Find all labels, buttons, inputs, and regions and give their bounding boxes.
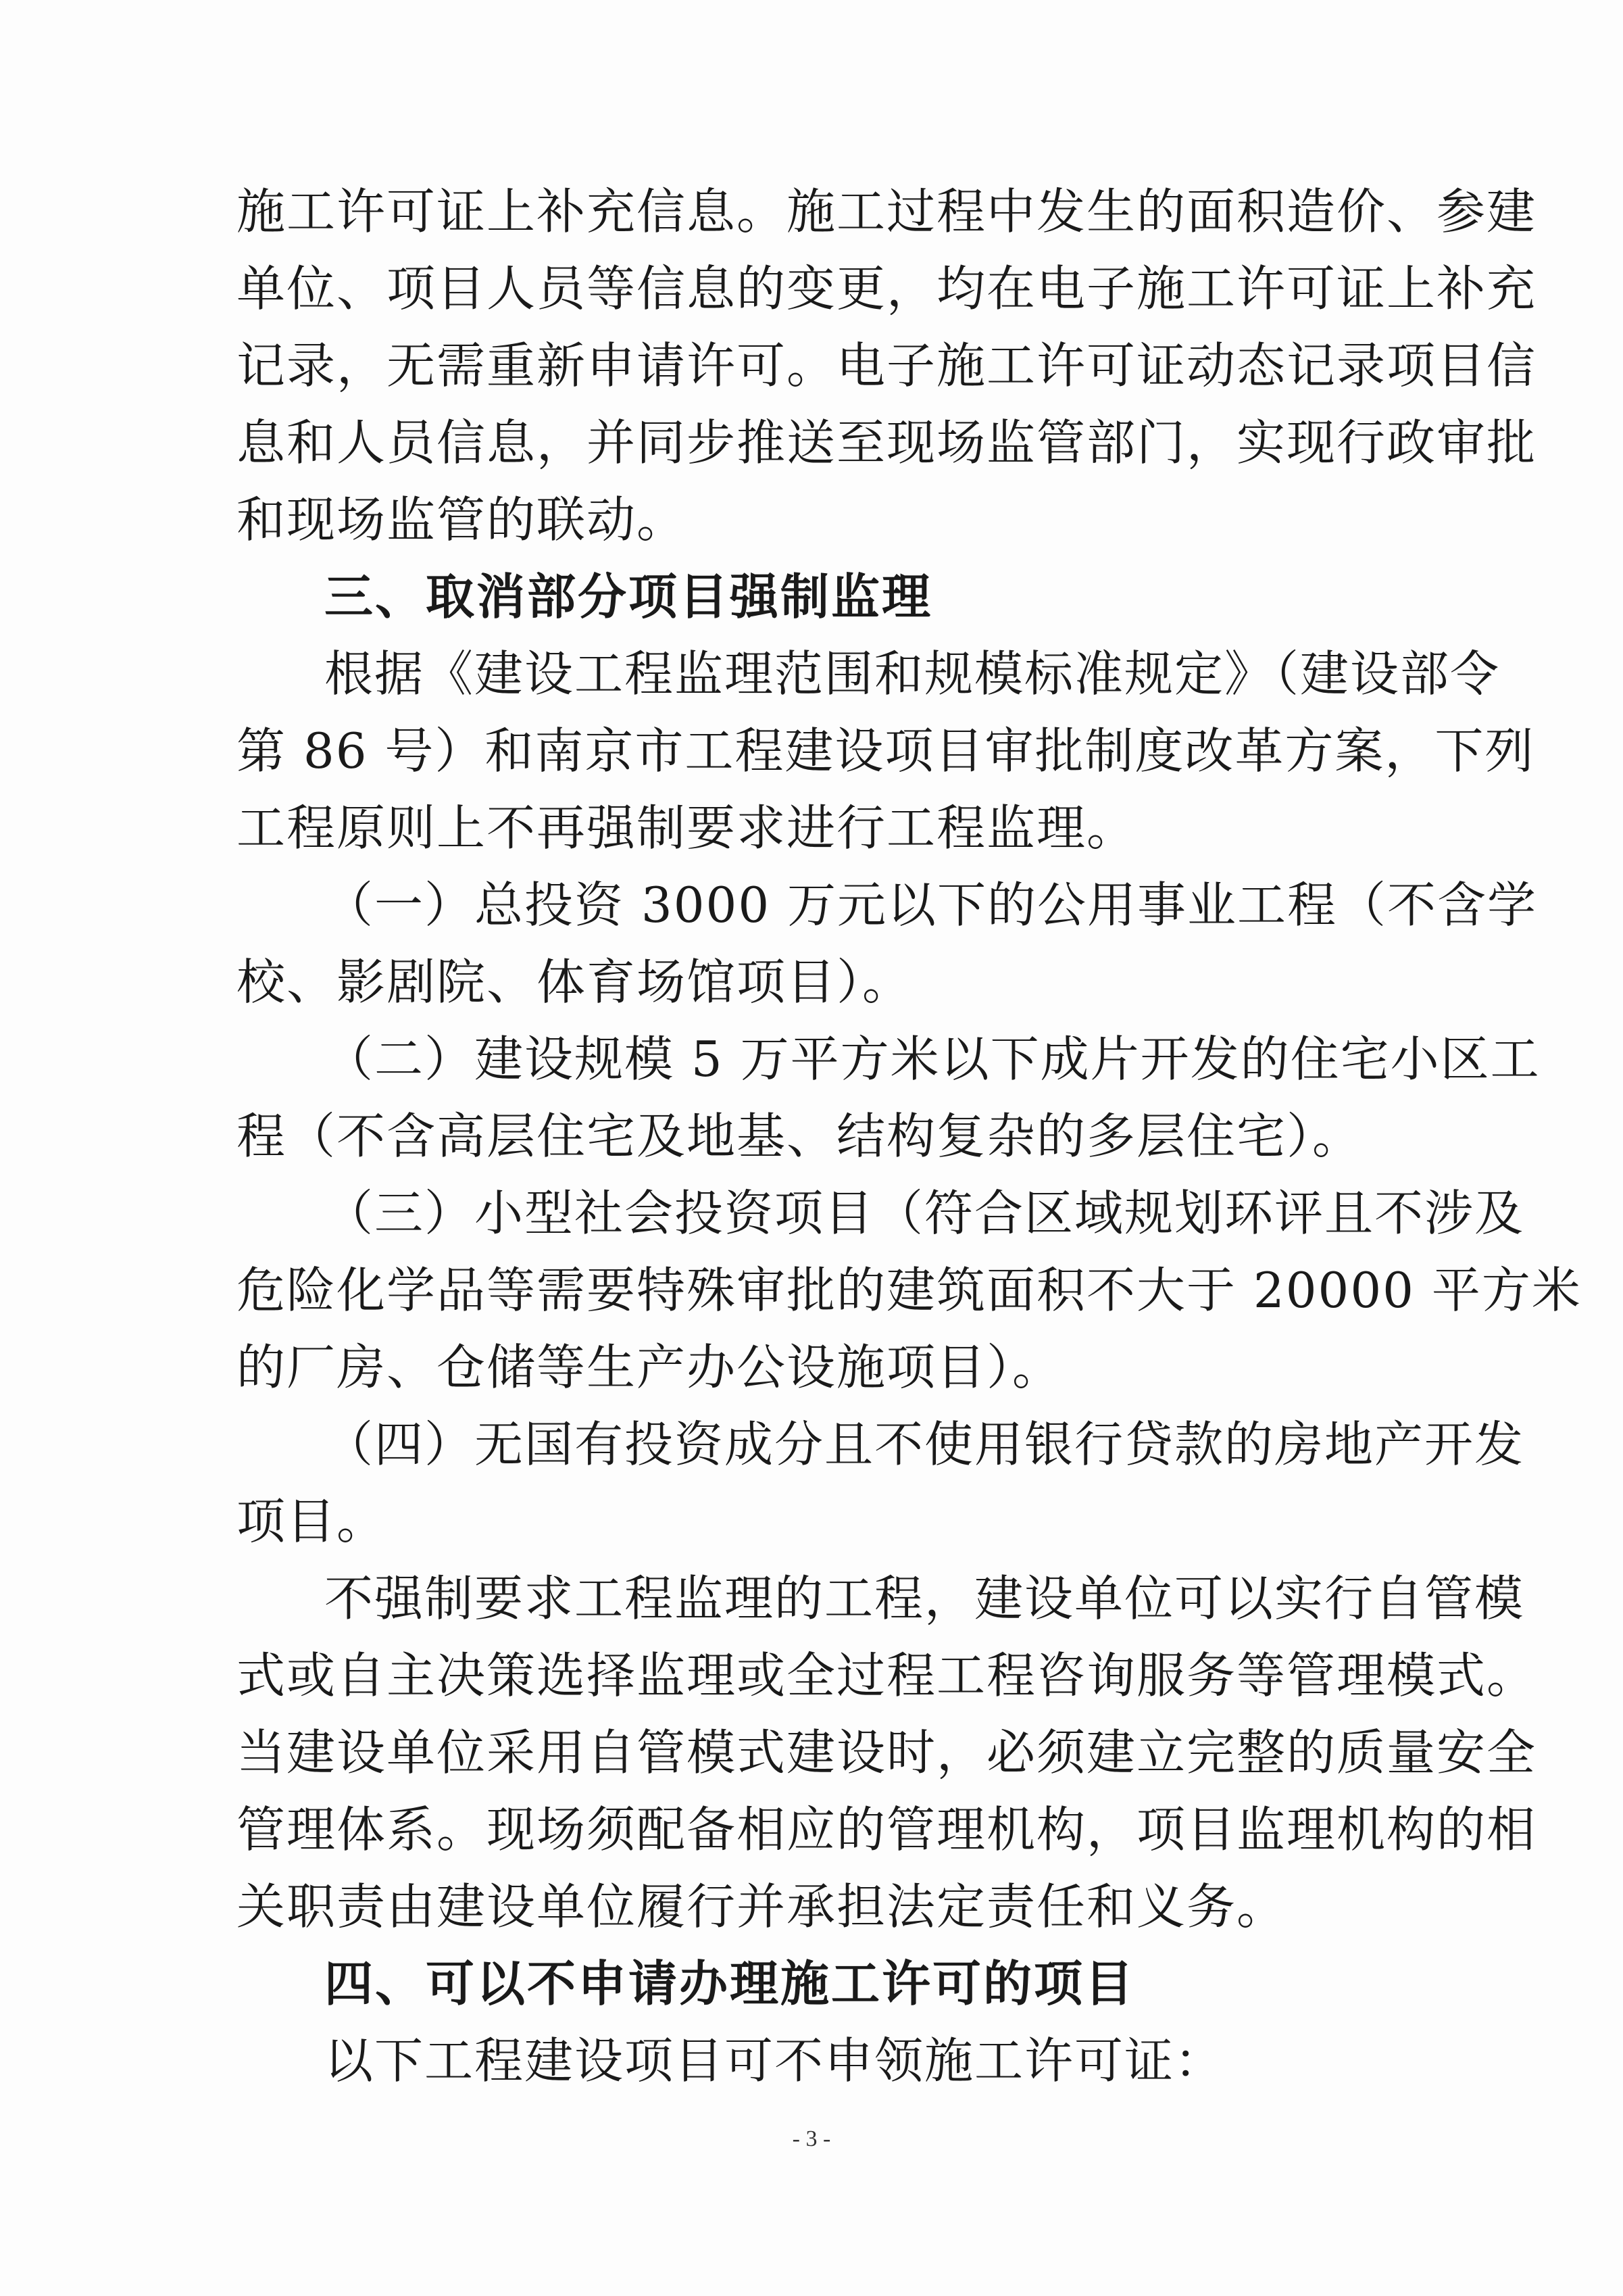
list-item-line: 校、影剧院、体育场馆项目）。: [236, 954, 913, 1010]
body-text-line: 式或自主决策选择监理或全过程工程咨询服务等管理模式。: [236, 1647, 1537, 1704]
list-item-line: 危险化学品等需要特殊审批的建筑面积不大于 20000 平方米: [236, 1262, 1582, 1319]
list-item-line: 程（不含高层住宅及地基、结构复杂的多层住宅）。: [236, 1108, 1363, 1165]
list-item-line: （四）无国有投资成分且不使用银行贷款的房地产开发: [324, 1416, 1525, 1473]
body-text-line: 单位、项目人员等信息的变更，均在电子施工许可证上补充: [236, 260, 1537, 317]
body-text-line: 根据《建设工程监理范围和规模标准规定》（建设部令: [324, 645, 1501, 702]
body-text-line: 和现场监管的联动。: [236, 491, 687, 548]
body-text-line: 以下工程建设项目可不申领施工许可证：: [324, 2032, 1225, 2089]
body-text-line: 当建设单位采用自管模式建设时，必须建立完整的质量安全: [236, 1724, 1537, 1781]
section-heading: 四、可以不申请办理施工许可的项目: [324, 1955, 1136, 2012]
body-text-line: 记录，无需重新申请许可。电子施工许可证动态记录项目信: [236, 337, 1537, 394]
section-heading: 三、取消部分项目强制监理: [324, 568, 933, 625]
body-text-line: 不强制要求工程监理的工程，建设单位可以实行自管模: [324, 1570, 1525, 1627]
body-text-line: 施工许可证上补充信息。施工过程中发生的面积造价、参建: [236, 183, 1537, 240]
body-text-line: 息和人员信息，并同步推送至现场监管部门，实现行政审批: [236, 414, 1537, 471]
list-item-line: 项目。: [236, 1493, 387, 1550]
list-item-line: （一）总投资 3000 万元以下的公用事业工程（不含学: [324, 877, 1538, 933]
body-text-line: 第 86 号）和南京市工程建设项目审批制度改革方案，下列: [236, 723, 1535, 779]
list-item-line: （三）小型社会投资项目（符合区域规划环评且不涉及: [324, 1185, 1525, 1242]
body-text-line: 关职责由建设单位履行并承担法定责任和义务。: [236, 1878, 1287, 1935]
body-text-line: 管理体系。现场须配备相应的管理机构，项目监理机构的相: [236, 1801, 1537, 1858]
body-text-line: 工程原则上不再强制要求进行工程监理。: [236, 800, 1137, 856]
list-item-line: （二）建设规模 5 万平方米以下成片开发的住宅小区工: [324, 1031, 1541, 1088]
page-number: - 3 -: [792, 2126, 831, 2151]
list-item-line: 的厂房、仓储等生产办公设施项目）。: [236, 1339, 1063, 1396]
